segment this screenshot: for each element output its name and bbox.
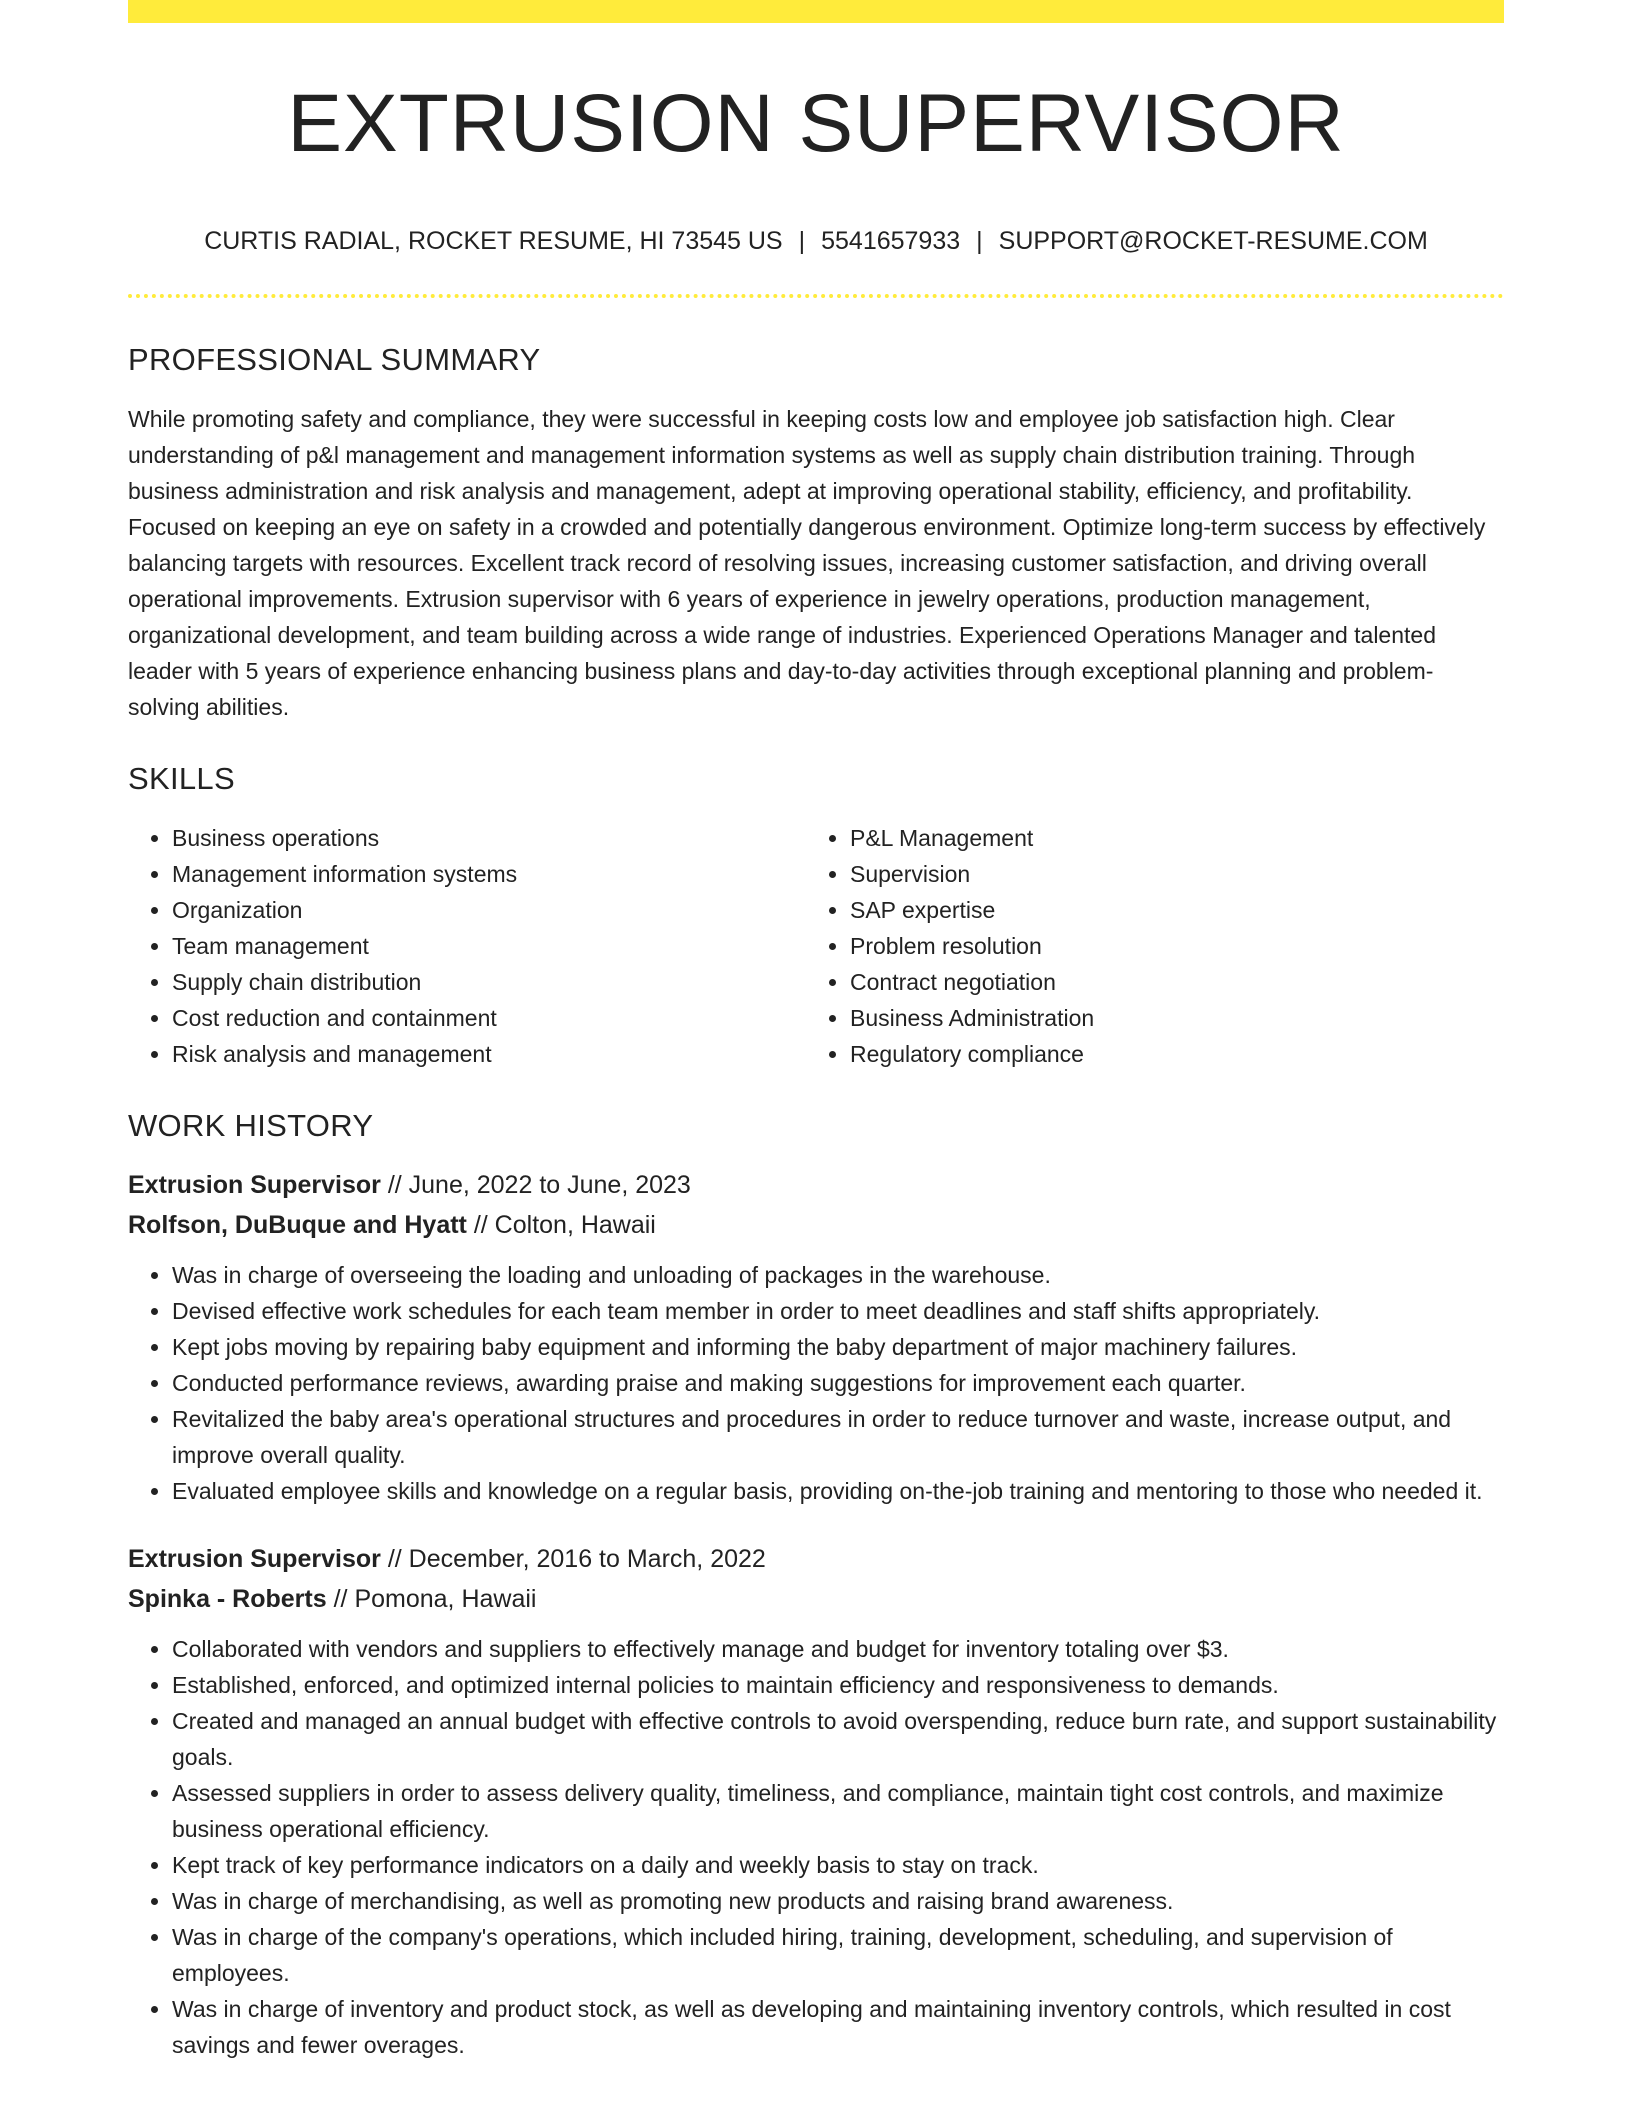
skill-item: • SAP expertise <box>850 892 1484 928</box>
skill-item: • Risk analysis and management <box>172 1036 806 1072</box>
skill-item: • P&L Management <box>850 820 1484 856</box>
job-title-line <box>128 1539 1504 1579</box>
contact-line <box>128 229 1504 254</box>
resume-page <box>128 0 1504 2063</box>
skills-heading: SKILLS <box>128 761 235 796</box>
skill-item: • Organization <box>172 892 806 928</box>
job-bullet: • Was in charge of merchandising, as well as promoting new products and raising brand awareness. <box>172 1883 1504 1919</box>
skills-column-right <box>806 820 1484 1072</box>
job-bullet: • Was in charge of the company's operations, which included hiring, training, development, scheduling, and supervision of employees. <box>172 1919 1504 1991</box>
work-history-heading: WORK HISTORY <box>128 1108 374 1143</box>
skill-item: • Business Administration <box>850 1000 1484 1036</box>
job-bullet: • Was in charge of inventory and product stock, as well as developing and maintaining inventory controls, which resulted in cost savings and fewer overages. <box>172 1991 1504 2063</box>
accent-top-bar <box>128 0 1504 23</box>
skill-item: • Regulatory compliance <box>850 1036 1484 1072</box>
contact-phone: 5541657933 <box>821 227 961 255</box>
job-bullet: • Revitalized the baby area's operational structures and procedures in order to reduce turnover and waste, increase output, and improve overall quality. <box>172 1401 1504 1473</box>
job-bullets <box>128 1257 1504 1509</box>
skills-list <box>128 820 1504 1072</box>
job-company: Rolfson, DuBuque and Hyatt <box>128 1211 467 1239</box>
job-dates: // June, 2022 to June, 2023 <box>387 1171 691 1199</box>
job-title-line <box>128 1165 1504 1205</box>
job-bullet: • Established, enforced, and optimized internal policies to maintain efficiency and responsiveness to demands. <box>172 1667 1504 1703</box>
job-bullet: • Created and managed an annual budget with effective controls to avoid overspending, reduce burn rate, and support sustainability goals. <box>172 1703 1504 1775</box>
dotted-divider <box>128 294 1504 298</box>
job-bullet: • Devised effective work schedules for each team member in order to meet deadlines and staff shifts appropriately. <box>172 1293 1504 1329</box>
summary-text: While promoting safety and compliance, they were successful in keeping costs low and employee job satisfaction high. Clear understanding of p&l management and management information systems as well as supply chain distribution training. Through business administration and risk analysis and management, adept at improving operational stability, efficiency, and profitability. Focused on keeping an eye on safety in a crowded and potentially dangerous environment. Optimize long-term success by effectively balancing targets with resources. Excellent track record of resolving issues, increasing customer satisfaction, and driving overall operational improvements. Extrusion supervisor with 6 years of experience in jewelry operations, production management, organizational development, and team building across a wide range of industries. Experienced Operations Manager and talented leader with 5 years of experience enhancing business plans and day-to-day activities through exceptional planning and problem-solving abilities. <box>128 406 1486 720</box>
job-location: // Pomona, Hawaii <box>333 1585 537 1613</box>
job-company-line <box>128 1205 1504 1245</box>
job-bullet: • Collaborated with vendors and suppliers to effectively manage and budget for inventory totaling over $3. <box>172 1631 1504 1667</box>
skill-item: • Problem resolution <box>850 928 1484 964</box>
skill-item: • Supply chain distribution <box>172 964 806 1000</box>
job-entry <box>128 1165 1504 1509</box>
job-bullet: • Was in charge of overseeing the loading and unloading of packages in the warehouse. <box>172 1257 1504 1293</box>
contact-separator: | <box>798 227 806 255</box>
skill-item: • Cost reduction and containment <box>172 1000 806 1036</box>
job-bullet: • Kept track of key performance indicators on a daily and weekly basis to stay on track. <box>172 1847 1504 1883</box>
skill-item: • Management information systems <box>172 856 806 892</box>
job-company-line <box>128 1579 1504 1619</box>
contact-email: SUPPORT@ROCKET-RESUME.COM <box>998 227 1428 255</box>
resume-title: EXTRUSION SUPERVISOR <box>287 78 1345 169</box>
job-title: Extrusion Supervisor <box>128 1545 381 1573</box>
skill-item: • Supervision <box>850 856 1484 892</box>
job-location: // Colton, Hawaii <box>473 1211 656 1239</box>
skill-item: • Contract negotiation <box>850 964 1484 1000</box>
job-bullet: • Evaluated employee skills and knowledge on a regular basis, providing on-the-job training and mentoring to those who needed it. <box>172 1473 1504 1509</box>
job-title: Extrusion Supervisor <box>128 1171 381 1199</box>
job-bullet: • Conducted performance reviews, awarding praise and making suggestions for improvement each quarter. <box>172 1365 1504 1401</box>
job-bullets <box>128 1631 1504 2063</box>
skill-item: • Team management <box>172 928 806 964</box>
job-entry <box>128 1539 1504 2063</box>
contact-address: CURTIS RADIAL, ROCKET RESUME, HI 73545 US <box>204 227 783 255</box>
skill-item: • Business operations <box>172 820 806 856</box>
job-bullet: • Kept jobs moving by repairing baby equipment and informing the baby department of major machinery failures. <box>172 1329 1504 1365</box>
job-dates: // December, 2016 to March, 2022 <box>387 1545 766 1573</box>
skills-column-left <box>128 820 806 1072</box>
contact-separator: | <box>976 227 983 255</box>
job-bullet: • Assessed suppliers in order to assess delivery quality, timeliness, and compliance, maintain tight cost controls, and maximize business operational efficiency. <box>172 1775 1504 1847</box>
job-company: Spinka - Roberts <box>128 1585 327 1613</box>
summary-heading: PROFESSIONAL SUMMARY <box>128 342 541 377</box>
